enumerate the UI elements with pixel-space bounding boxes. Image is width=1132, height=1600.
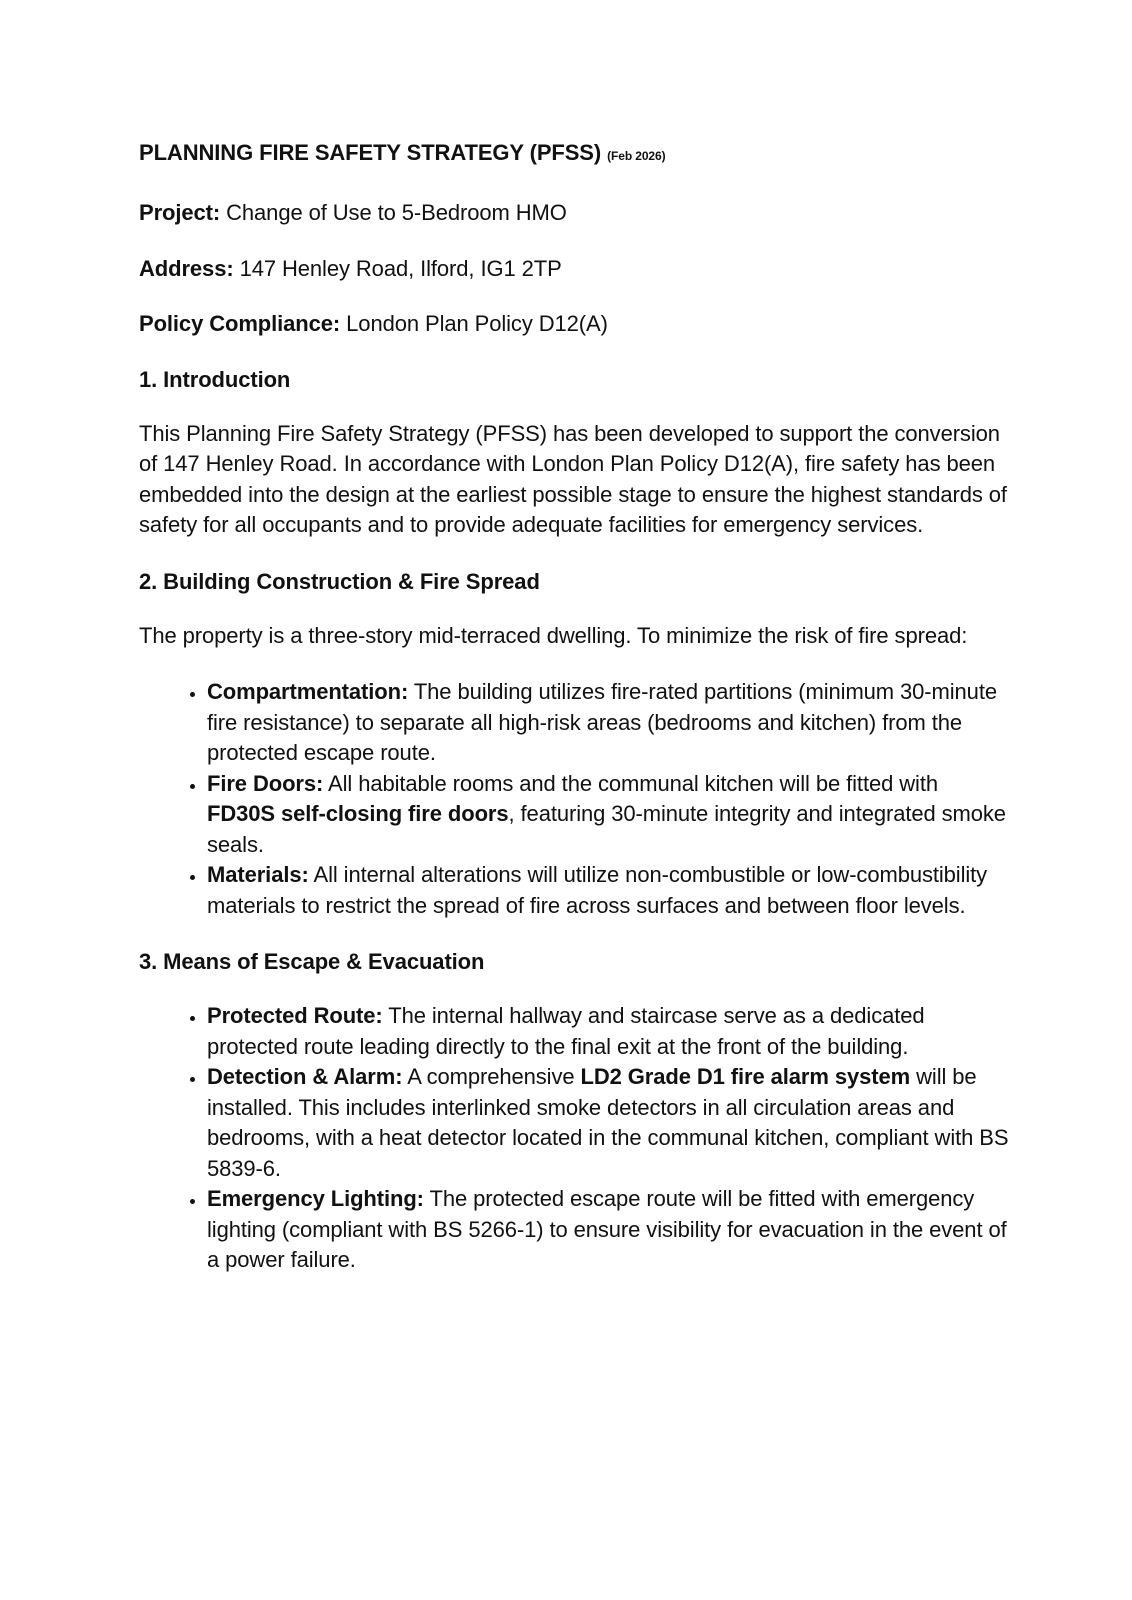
- list-item-materials: [207, 860, 1009, 921]
- item-emphasis: LD2 Grade D1 fire alarm system: [580, 1064, 911, 1089]
- item-label: Detection & Alarm:: [207, 1064, 403, 1089]
- introduction-paragraph: This Planning Fire Safety Strategy (PFSS) has been developed to support the conversion of 147 Henley Road. In accordance with London Plan Policy D12(A), fire safety has been embedded into the design at the earliest possible stage to ensure the highest standards of safety for all occupants and to provide adequate facilities for emergency services.: [139, 420, 1007, 537]
- section-heading-introduction: 1. Introduction: [139, 366, 291, 392]
- escape-list: [139, 1001, 1009, 1276]
- item-text: A comprehensive: [402, 1064, 581, 1089]
- list-item-emergency-lighting: [207, 1184, 1009, 1276]
- item-text: The protected escape route will be fitted with emergency lighting (compliant with BS 5266-1) to ensure visibility for evacuation in the event of a power failure.: [207, 1186, 1007, 1272]
- item-text: All internal alterations will utilize non-combustible or low-combustibility materials to restrict the spread of fire across surfaces and between floor levels.: [207, 862, 988, 918]
- list-item-compartmentation: [207, 677, 1009, 769]
- project-value: Change of Use to 5-Bedroom HMO: [226, 200, 567, 225]
- policy-line: [139, 309, 1009, 340]
- item-text: will be installed. This includes interlinked smoke detectors in all circulation areas and bedrooms, with a heat detector located in the communal kitchen, compliant with BS 5839-6.: [207, 1064, 1009, 1181]
- construction-list: [139, 677, 1009, 921]
- list-item-fire-doors: [207, 769, 1009, 861]
- section-heading-escape: 3. Means of Escape & Evacuation: [139, 949, 485, 974]
- section-heading-construction: 2. Building Construction & Fire Spread: [139, 568, 540, 594]
- construction-paragraph: The property is a three-story mid-terraced dwelling. To minimize the risk of fire spread:: [139, 622, 968, 648]
- item-label: Compartmentation:: [207, 679, 409, 704]
- policy-value: London Plan Policy D12(A): [346, 311, 608, 336]
- policy-label: Policy Compliance:: [139, 311, 341, 336]
- item-text: All habitable rooms and the communal kitchen will be fitted with: [323, 770, 938, 796]
- title-date: (Feb 2026): [607, 149, 666, 163]
- item-text: , featuring 30-minute integrity and integrated smoke seals.: [207, 801, 1006, 857]
- item-label: Materials:: [207, 862, 309, 887]
- title-text: PLANNING FIRE SAFETY STRATEGY (PFSS): [139, 140, 602, 165]
- document-page: [139, 138, 1009, 1302]
- item-text: The internal hallway and staircase serve as a dedicated protected route leading directly to the final exit at the front of the building.: [207, 1003, 925, 1059]
- item-label: Emergency Lighting:: [207, 1186, 424, 1211]
- item-emphasis: FD30S self-closing fire doors: [207, 801, 509, 826]
- item-label: Protected Route:: [207, 1003, 383, 1028]
- item-text: The building utilizes fire-rated partitions (minimum 30-minute fire resistance) to separate all high-risk areas (bedrooms and kitchen) from the protected escape route.: [207, 679, 997, 765]
- address-line: [139, 254, 1009, 285]
- project-line: [139, 198, 1009, 229]
- address-value: 147 Henley Road, Ilford, IG1 2TP: [239, 255, 562, 281]
- list-item-detection-alarm: [207, 1062, 1009, 1184]
- address-label: Address:: [139, 255, 234, 281]
- item-label: Fire Doors:: [207, 770, 324, 796]
- document-title: [139, 138, 1009, 171]
- project-label: Project:: [139, 200, 221, 225]
- list-item-protected-route: [207, 1001, 1009, 1062]
